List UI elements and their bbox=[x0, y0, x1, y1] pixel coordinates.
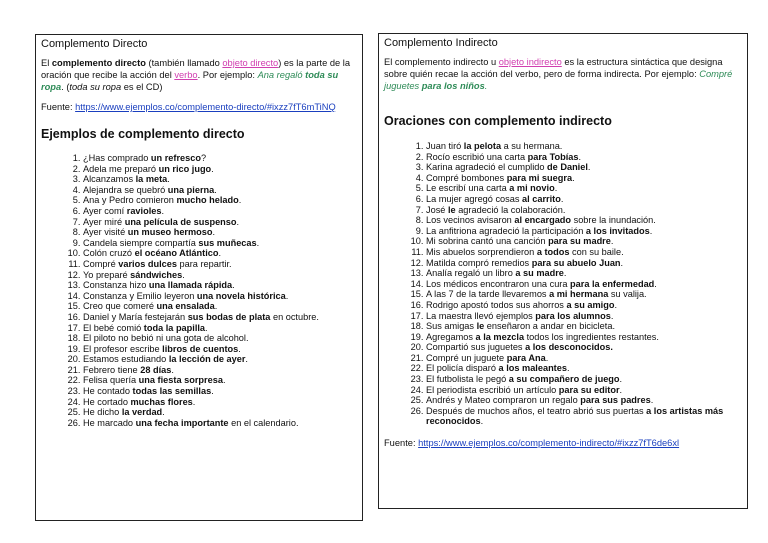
sentence-text: La maestra llevó ejemplos bbox=[426, 310, 536, 321]
complement-bold: toda la papilla bbox=[143, 322, 206, 333]
list-item bbox=[426, 226, 741, 237]
sentence-text: Compré bombones bbox=[426, 172, 507, 183]
list-item bbox=[426, 406, 741, 427]
intro-text: (también llamado bbox=[145, 58, 223, 68]
list-item bbox=[83, 153, 356, 164]
sentence-text: . bbox=[211, 386, 214, 397]
examples-list bbox=[384, 141, 741, 427]
complement-bold: para sus padres bbox=[580, 395, 651, 406]
sentence-text: . bbox=[167, 174, 170, 185]
sentence-text: Yo preparé bbox=[83, 269, 131, 280]
source-line bbox=[384, 438, 741, 448]
source-link[interactable]: https://www.ejemplos.co/complemento-directo/#ixzz7fT6mTiNQ bbox=[75, 102, 336, 112]
sentence-text: Rodrigo apostó todos sus ahorros bbox=[426, 299, 567, 310]
sentence-text: su valija. bbox=[608, 289, 647, 300]
complement-bold: le bbox=[476, 321, 485, 332]
complement-bold: para su abuelo Juan bbox=[531, 257, 621, 268]
definition-text bbox=[41, 57, 356, 93]
sentence-text: Agregamos bbox=[426, 331, 476, 342]
complement-bold: a mi hermana bbox=[549, 289, 609, 300]
sentence-text: He contado bbox=[83, 386, 133, 397]
complement-bold: a los desconocidos. bbox=[525, 342, 613, 353]
complement-bold: ravioles bbox=[126, 205, 162, 216]
sentence-text: Compartió sus juguetes bbox=[426, 342, 526, 353]
list-item bbox=[83, 375, 356, 386]
complement-bold: para los alumnos bbox=[535, 310, 611, 321]
source-line bbox=[41, 102, 356, 113]
intro-text: ) es la parte de la oración que recibe la acción del bbox=[41, 58, 351, 80]
source-label: Fuente: bbox=[41, 102, 76, 112]
sentence-text: Compré bbox=[83, 258, 119, 269]
sentence-text: Ayer comí bbox=[83, 205, 127, 216]
list-item bbox=[83, 301, 356, 312]
list-item bbox=[426, 300, 741, 311]
example-italic: toda su ropa bbox=[69, 82, 122, 92]
complement-bold: una novela histórica bbox=[196, 290, 286, 301]
sentence-text: . bbox=[554, 183, 558, 194]
complement-bold: mucho helado bbox=[176, 195, 239, 206]
list-item bbox=[83, 270, 356, 281]
example-highlight: toda su ropa bbox=[41, 70, 339, 92]
sentence-text: Analía regaló un libro bbox=[426, 268, 516, 279]
sentence-text: Daniel y María festejarán bbox=[83, 311, 188, 322]
sentence-text: El piloto no bebió ni una gota de alcohol. bbox=[83, 333, 249, 344]
sentence-text: El bebé comió bbox=[83, 322, 144, 333]
complement-bold: sus muñecas bbox=[198, 237, 257, 248]
list-item bbox=[426, 311, 741, 322]
example-text: es el CD) bbox=[121, 82, 163, 92]
sentence-text: . bbox=[162, 407, 165, 418]
sentence-text: sobre la inundación. bbox=[571, 215, 656, 226]
complement-bold: a los maleantes bbox=[498, 363, 567, 374]
example-text: Compré juguetes bbox=[384, 69, 733, 91]
list-item bbox=[426, 374, 741, 385]
complement-bold: para su editor bbox=[558, 384, 620, 395]
sentence-text: El futbolista le pegó bbox=[426, 374, 509, 385]
sentence-text: . bbox=[238, 195, 242, 206]
sentence-text: . bbox=[572, 172, 575, 183]
examples-heading: Oraciones con complemento indirecto bbox=[384, 114, 612, 128]
examples-heading: Ejemplos de complemento directo bbox=[41, 127, 245, 141]
complemento-directo-panel bbox=[35, 34, 363, 521]
sentence-text: . bbox=[480, 416, 484, 427]
list-item bbox=[426, 194, 741, 205]
source-link[interactable]: https://www.ejemplos.co/complemento-indirecto/#ixzz7fT6de6xl bbox=[418, 438, 680, 449]
complement-bold: la pelota bbox=[463, 141, 502, 151]
complement-bold: a los invitados bbox=[585, 225, 650, 236]
sentence-text: La mujer agregó cosas bbox=[426, 193, 523, 204]
sentence-text: ¿Has comprado bbox=[83, 153, 151, 163]
list-item bbox=[426, 395, 741, 406]
sentence-text: . bbox=[182, 269, 185, 280]
sentence-text: Ana y Pedro comieron bbox=[83, 195, 177, 206]
list-item bbox=[426, 215, 741, 226]
list-item bbox=[83, 333, 356, 344]
complement-bold: a su amigo bbox=[566, 299, 615, 310]
sentence-text: . bbox=[238, 343, 241, 354]
sentence-text: . bbox=[610, 236, 614, 247]
sentence-text: . bbox=[566, 363, 570, 374]
objeto-directo-link[interactable]: objeto directo bbox=[222, 58, 279, 68]
complement-bold: muchas flores bbox=[130, 396, 193, 407]
example-highlight: para los niños bbox=[421, 81, 485, 91]
complement-bold: a su compañero de juego bbox=[508, 374, 620, 385]
sentence-text: Los vecinos avisaron bbox=[426, 215, 515, 226]
complement-bold: una ensalada bbox=[156, 301, 215, 312]
complement-bold: la lección de ayer bbox=[168, 354, 246, 365]
sentence-text: Alcanzamos bbox=[83, 174, 136, 185]
sentence-text: . bbox=[545, 352, 549, 363]
sentence-text: a su hermana. bbox=[501, 141, 563, 151]
sentence-text: Matilda compró remedios bbox=[426, 257, 532, 268]
complement-bold: una fecha importante bbox=[135, 417, 229, 428]
list-item bbox=[83, 206, 356, 217]
example-text: . ( bbox=[61, 82, 70, 92]
list-item bbox=[83, 365, 356, 376]
intro-text: . Por ejemplo: bbox=[197, 70, 258, 80]
list-item bbox=[426, 321, 741, 332]
complement-bold: el océano Atlántico bbox=[134, 248, 219, 259]
intro-text: El complemento indirecto u bbox=[384, 57, 499, 67]
objeto-indirecto-link[interactable]: objeto indirecto bbox=[498, 57, 562, 67]
sentence-text: . bbox=[214, 184, 217, 195]
example-text: Ana regaló bbox=[257, 70, 306, 80]
definition-text bbox=[384, 56, 741, 92]
sentence-text: . bbox=[619, 384, 623, 395]
complement-bold: sándwiches bbox=[130, 269, 183, 280]
sentence-text: Rocío escribió una carta bbox=[426, 151, 528, 162]
list-item bbox=[426, 279, 741, 290]
sentence-text: Sus amigas bbox=[426, 321, 477, 332]
sentence-text: Mi sobrina cantó una canción bbox=[426, 236, 549, 247]
sentence-text: . bbox=[232, 280, 235, 291]
sentence-text: He cortado bbox=[83, 396, 131, 407]
list-item bbox=[83, 407, 356, 418]
list-item bbox=[83, 418, 356, 429]
list-item bbox=[83, 280, 356, 291]
list-item bbox=[426, 385, 741, 396]
sentence-text: . bbox=[563, 268, 567, 279]
sentence-text: . bbox=[649, 225, 653, 236]
complemento-indirecto-panel bbox=[378, 33, 748, 509]
list-item bbox=[426, 268, 741, 279]
sentence-text: . bbox=[619, 374, 623, 385]
sentence-text: . bbox=[161, 205, 165, 216]
list-item bbox=[426, 162, 741, 173]
sentence-text: El periodista escribió un artículo bbox=[426, 384, 559, 395]
complement-bold: la meta bbox=[135, 174, 168, 185]
sentence-text: Ayer visité bbox=[83, 227, 128, 238]
complement-bold: una llamada rápida bbox=[148, 280, 233, 291]
list-item bbox=[426, 152, 741, 163]
list-item bbox=[426, 236, 741, 247]
source-label: Fuente: bbox=[384, 438, 419, 449]
sentence-text: . bbox=[222, 375, 226, 386]
sentence-text: Andrés y Mateo compraron un regalo bbox=[426, 395, 581, 406]
sentence-text: José bbox=[426, 204, 448, 215]
complement-bold: a la mezcla bbox=[475, 331, 525, 342]
sentence-text: Adela me preparó bbox=[83, 163, 159, 174]
list-item bbox=[426, 332, 741, 343]
sentence-text: . bbox=[212, 227, 216, 238]
sentence-text: La anfitriona agradeció la participación bbox=[426, 225, 586, 236]
sentence-text: Juan tiró bbox=[426, 141, 464, 151]
sentence-text: Compré un juguete bbox=[426, 352, 507, 363]
sentence-text: . bbox=[578, 151, 582, 162]
example-text: . bbox=[484, 81, 488, 91]
sentence-text: El profesor escribe bbox=[83, 343, 163, 354]
sentence-text: Candela siempre compartía bbox=[83, 237, 199, 248]
sentence-text: todos los ingredientes restantes. bbox=[524, 331, 659, 342]
sentence-text: ? bbox=[200, 153, 207, 163]
sentence-text: Alejandra se quebró bbox=[83, 184, 168, 195]
sentence-text: Constanza hizo bbox=[83, 280, 149, 291]
list-item bbox=[426, 353, 741, 364]
complement-bold: un museo hermoso bbox=[127, 227, 213, 238]
list-item bbox=[83, 323, 356, 334]
list-item bbox=[426, 183, 741, 194]
list-item bbox=[83, 227, 356, 238]
sentence-text: para repartir. bbox=[176, 258, 232, 269]
list-item bbox=[426, 342, 741, 353]
sentence-text: . bbox=[587, 162, 591, 173]
list-item bbox=[426, 289, 741, 300]
sentence-text: . bbox=[211, 163, 214, 174]
complement-bold: para mi suegra bbox=[506, 172, 573, 183]
list-item bbox=[83, 185, 356, 196]
sentence-text: A las 7 de la tarde llevaremos bbox=[426, 289, 550, 300]
complement-bold: al encargado bbox=[514, 215, 572, 226]
term-bold: complemento directo bbox=[51, 58, 146, 68]
complement-bold: para la enfermedad bbox=[570, 278, 655, 289]
verbo-link[interactable]: verbo bbox=[174, 70, 198, 80]
sentence-text: en el calendario. bbox=[228, 417, 299, 428]
examples-list bbox=[41, 153, 356, 428]
sentence-text: . bbox=[614, 299, 618, 310]
sentence-text: . bbox=[285, 290, 289, 301]
sentence-text: . bbox=[205, 322, 208, 333]
complement-bold: a su madre bbox=[515, 268, 564, 279]
sentence-text: Después de muchos años, el teatro abrió sus puertas bbox=[426, 405, 647, 416]
list-item bbox=[426, 205, 741, 216]
sentence-text: El policía disparó bbox=[426, 363, 499, 374]
complement-bold: para su madre bbox=[548, 236, 611, 247]
sentence-text: . bbox=[214, 301, 218, 312]
sentence-text: . bbox=[560, 193, 564, 204]
list-item bbox=[426, 247, 741, 258]
complement-bold: de Daniel bbox=[547, 162, 588, 173]
complement-bold: todas las semillas bbox=[132, 386, 212, 397]
complement-bold: a todos bbox=[536, 246, 570, 257]
sentence-text: . bbox=[654, 278, 657, 289]
sentence-text: con su baile. bbox=[569, 246, 624, 257]
complement-bold: para Tobías bbox=[527, 151, 579, 162]
sentence-text: . bbox=[256, 237, 260, 248]
list-item bbox=[83, 238, 356, 249]
complement-bold: para Ana bbox=[506, 352, 546, 363]
sentence-text: Karina agradeció el cumplido bbox=[426, 162, 548, 173]
list-item bbox=[83, 344, 356, 355]
complement-bold: sus bodas de plata bbox=[187, 311, 271, 322]
list-item bbox=[83, 397, 356, 408]
sentence-text: enseñaron a andar en bicicleta. bbox=[484, 321, 615, 332]
sentence-text: Los médicos encontraron una cura bbox=[426, 278, 571, 289]
list-item bbox=[83, 164, 356, 175]
complement-bold: una pierna bbox=[167, 184, 215, 195]
complement-bold: un rico jugo bbox=[158, 163, 212, 174]
sentence-text: Le escribí una carta bbox=[426, 183, 510, 194]
list-item bbox=[426, 258, 741, 269]
list-item bbox=[83, 354, 356, 365]
intro-text: es la estructura sintáctica que designa sobre quién recae la acción del verbo, pero de forma indirecta. Por ejemplo: bbox=[384, 57, 723, 79]
sentence-text: Colón cruzó bbox=[83, 248, 135, 259]
sentence-text: Mis abuelos sorprendieron bbox=[426, 246, 537, 257]
sentence-text: agradeció la colaboración. bbox=[455, 204, 566, 215]
sentence-text: Creo que comeré bbox=[83, 301, 157, 312]
list-item bbox=[83, 291, 356, 302]
complement-bold: libros de cuentos bbox=[162, 343, 239, 354]
sentence-text: Felisa quería bbox=[83, 375, 139, 386]
complement-bold: al carrito bbox=[522, 193, 561, 204]
panel-title: Complemento Directo bbox=[41, 38, 148, 50]
complement-bold: un refresco bbox=[150, 153, 201, 163]
complement-bold: a los artistas más reconocidos bbox=[426, 405, 724, 427]
intro-text: El bbox=[41, 58, 52, 68]
sentence-text: . bbox=[610, 310, 614, 321]
list-item bbox=[83, 259, 356, 270]
complement-bold: a mi novio bbox=[509, 183, 555, 194]
sentence-text: . bbox=[650, 395, 654, 406]
sentence-text: en octubre. bbox=[270, 311, 319, 322]
complement-bold: 28 días bbox=[140, 364, 172, 375]
sentence-text: Constanza y Emilio leyeron bbox=[83, 290, 197, 301]
list-item bbox=[426, 363, 741, 374]
complement-bold: varios dulces bbox=[118, 258, 177, 269]
complement-bold: la verdad bbox=[121, 407, 163, 418]
sentence-text: Estamos estudiando bbox=[83, 354, 169, 365]
sentence-text: . bbox=[245, 354, 248, 365]
complement-bold: una fiesta sorpresa bbox=[138, 375, 223, 386]
list-item bbox=[83, 248, 356, 259]
sentence-text: . bbox=[171, 364, 174, 375]
list-item bbox=[83, 174, 356, 185]
list-item bbox=[426, 173, 741, 184]
sentence-text: . bbox=[620, 257, 624, 268]
sentence-text: Ayer miré bbox=[83, 216, 125, 227]
sentence-text: He marcado bbox=[83, 417, 136, 428]
sentence-text: Febrero tiene bbox=[83, 364, 141, 375]
list-item bbox=[83, 217, 356, 228]
sentence-text: . bbox=[218, 248, 222, 259]
list-item bbox=[83, 312, 356, 323]
panel-title: Complemento Indirecto bbox=[384, 37, 498, 49]
sentence-text: He dicho bbox=[83, 407, 122, 418]
complement-bold: le bbox=[447, 204, 456, 215]
complement-bold: una película de suspenso bbox=[124, 216, 237, 227]
list-item bbox=[83, 195, 356, 206]
list-item bbox=[426, 141, 741, 152]
list-item bbox=[83, 386, 356, 397]
sentence-text: . bbox=[236, 216, 240, 227]
sentence-text: . bbox=[192, 396, 196, 407]
